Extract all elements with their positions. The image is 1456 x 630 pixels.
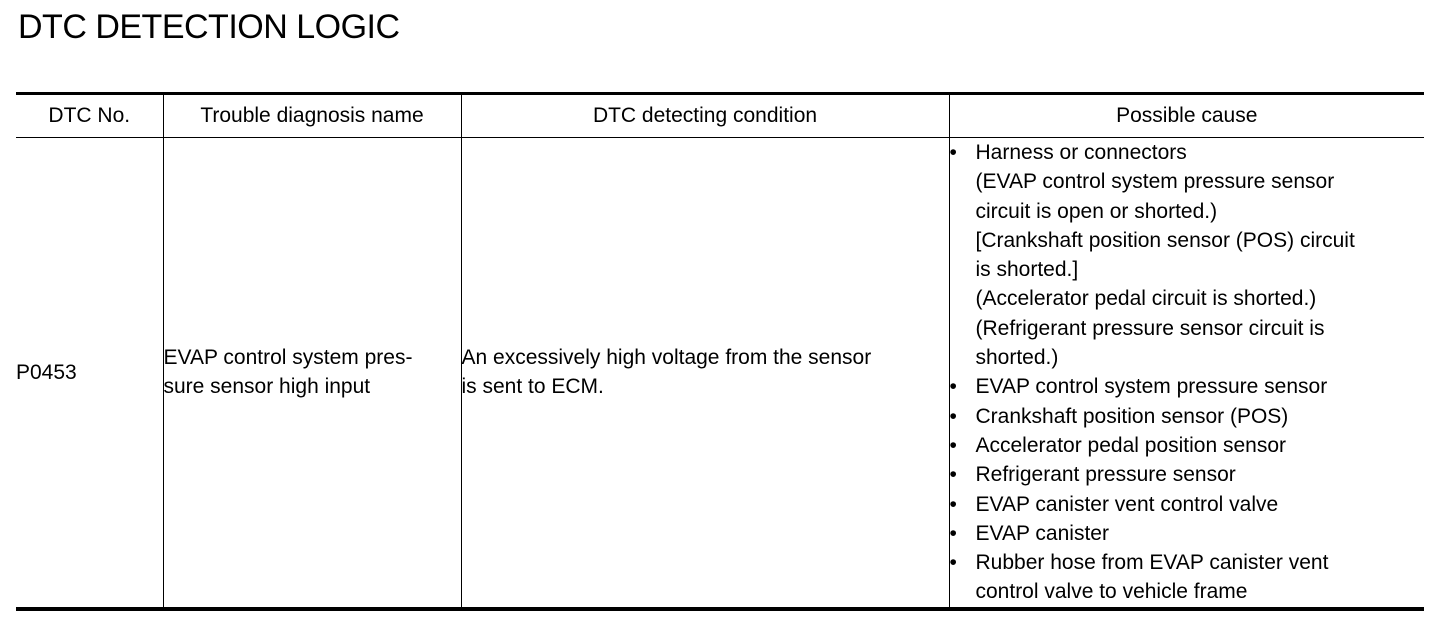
condition-line: is sent to ECM. [461,375,604,399]
header-dtc-no: DTC No. [16,94,163,138]
cause-detail: shorted.) [975,346,1059,370]
name-line: EVAP control system pres- [163,346,413,370]
cause-item [950,519,1425,548]
cause-detail: control valve to vehicle frame [975,580,1248,604]
cell-dtc-detecting-condition [461,138,949,609]
cell-trouble-diagnosis-name [163,138,461,609]
cause-item [950,402,1425,431]
cause-item [950,431,1425,460]
cause-detail: (Refrigerant pressure sensor circuit is [975,316,1325,340]
cause-label: • Harness or connectors [975,141,1187,164]
cause-label: • Rubber hose from EVAP canister vent [975,551,1329,575]
header-trouble-diagnosis-name: Trouble diagnosis name [163,94,461,138]
cause-item [950,372,1425,401]
cause-item [950,138,1425,372]
cause-label: • EVAP canister vent control valve [975,492,1279,516]
name-line: sure sensor high input [163,375,371,399]
table-row [16,138,1424,609]
possible-cause-list [950,138,1425,607]
cause-detail: (Accelerator pedal circuit is shorted.) [975,287,1317,311]
cell-dtc-no: P0453 [16,138,163,609]
cell-possible-cause [949,138,1424,609]
cause-label: • EVAP control system pressure sensor [975,375,1328,399]
cause-label: • Accelerator pedal position sensor [975,433,1287,457]
condition-line: An excessively high voltage from the sensor [461,346,872,370]
cause-detail: [Crankshaft position sensor (POS) circuit [975,228,1355,252]
cause-label: • Crankshaft position sensor (POS) [975,404,1289,428]
header-possible-cause: Possible cause [949,94,1424,138]
cause-label: • EVAP canister [975,521,1109,545]
cause-detail: circuit is open or shorted.) [975,199,1218,223]
dtc-table [16,92,1424,611]
page-title: DTC DETECTION LOGIC [18,8,400,46]
cause-item [950,548,1425,607]
header-dtc-detecting-condition: DTC detecting condition [461,94,949,138]
table-header-row [16,94,1424,138]
cause-detail: is shorted.] [975,258,1079,282]
cause-item [950,460,1425,489]
cause-label: • Refrigerant pressure sensor [975,463,1236,487]
cause-item [950,490,1425,519]
cause-detail: (EVAP control system pressure sensor [975,170,1335,194]
